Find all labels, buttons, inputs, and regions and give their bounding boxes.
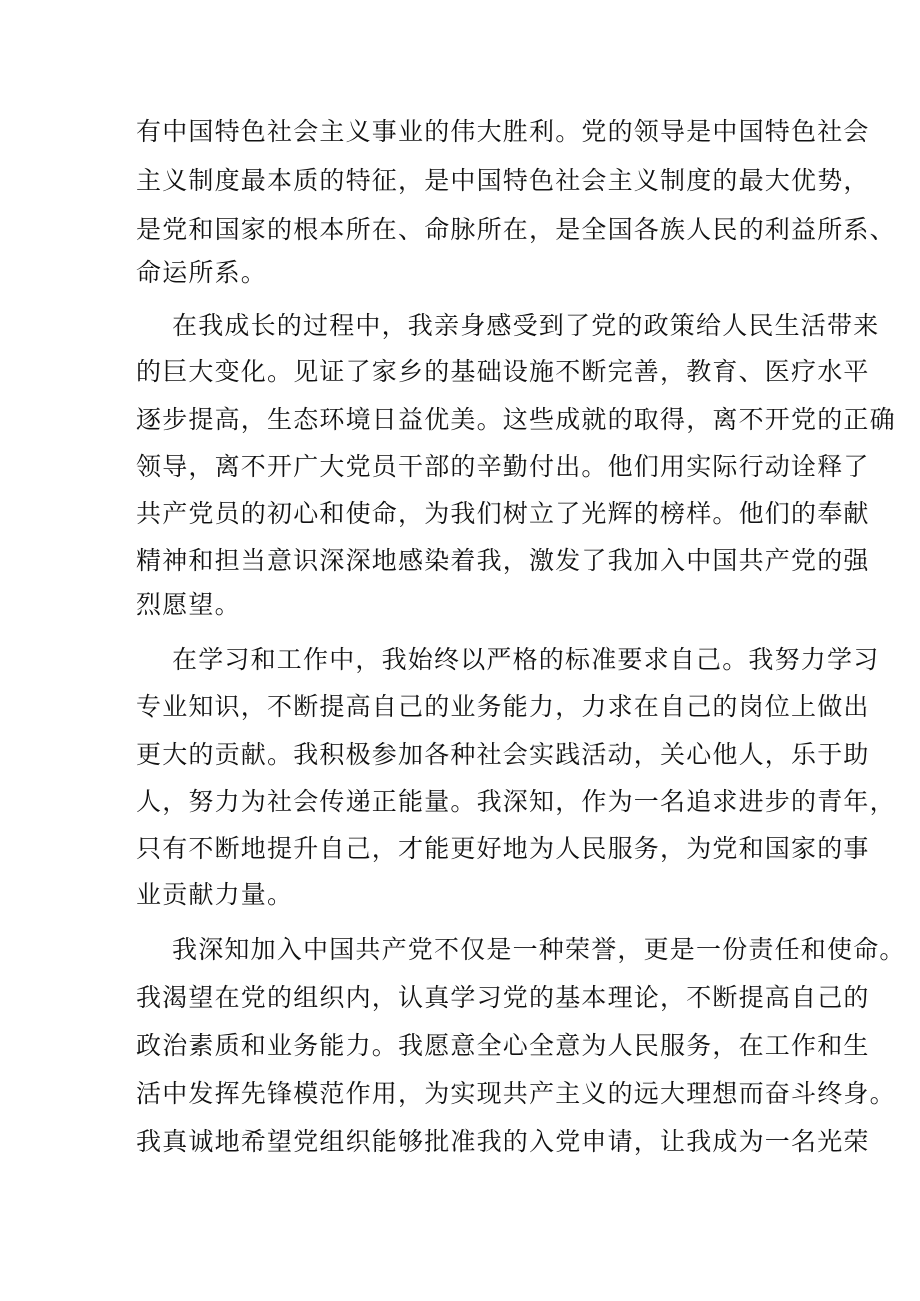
text-line: 主义制度最本质的特征，是中国特色社会主义制度的最大优势， [136, 166, 870, 195]
text-line: 我真诚地希望党组织能够批准我的入党申请，让我成为一名光荣 [136, 1127, 870, 1156]
text-line: 在学习和工作中，我始终以严格的标准要求自己。我努力学习 [172, 645, 880, 674]
text-line: 我渴望在党的组织内，认真学习党的基本理论，不断提高自己的 [136, 983, 870, 1012]
text-line: 政治素质和业务能力。我愿意全心全意为人民服务，在工作和生 [136, 1031, 870, 1060]
text-line: 在我成长的过程中，我亲身感受到了党的政策给人民生活带来 [172, 311, 880, 340]
text-line: 的巨大变化。见证了家乡的基础设施不断完善，教育、医疗水平 [136, 357, 870, 386]
text-line: 我深知加入中国共产党不仅是一种荣誉，更是一份责任和使命。 [172, 935, 906, 964]
text-line: 共产党员的初心和使命，为我们树立了光辉的榜样。他们的奉献 [136, 499, 870, 528]
text-line: 活中发挥先锋模范作用，为实现共产主义的远大理想而奋斗终身。 [136, 1079, 896, 1108]
text-line: 烈愿望。 [136, 590, 241, 619]
text-line: 人，努力为社会传递正能量。我深知，作为一名追求进步的青年， [136, 787, 896, 816]
text-line: 领导，离不开广大党员干部的辛勤付出。他们用实际行动诠释了 [136, 452, 870, 481]
text-line: 是党和国家的根本所在、命脉所在，是全国各族人民的利益所系、 [136, 215, 896, 244]
text-line: 只有不断地提升自己，才能更好地为人民服务，为党和国家的事 [136, 834, 870, 863]
text-line: 有中国特色社会主义事业的伟大胜利。党的领导是中国特色社会 [136, 117, 870, 146]
text-line: 命运所系。 [136, 258, 268, 287]
text-line: 专业知识，不断提高自己的业务能力，力求在自己的岗位上做出 [136, 692, 870, 721]
text-line: 精神和担当意识深深地感染着我，激发了我加入中国共产党的强 [136, 546, 870, 575]
text-line: 逐步提高，生态环境日益优美。这些成就的取得，离不开党的正确 [136, 405, 896, 434]
text-line: 业贡献力量。 [136, 880, 294, 909]
text-line: 更大的贡献。我积极参加各种社会实践活动，关心他人，乐于助 [136, 740, 870, 769]
